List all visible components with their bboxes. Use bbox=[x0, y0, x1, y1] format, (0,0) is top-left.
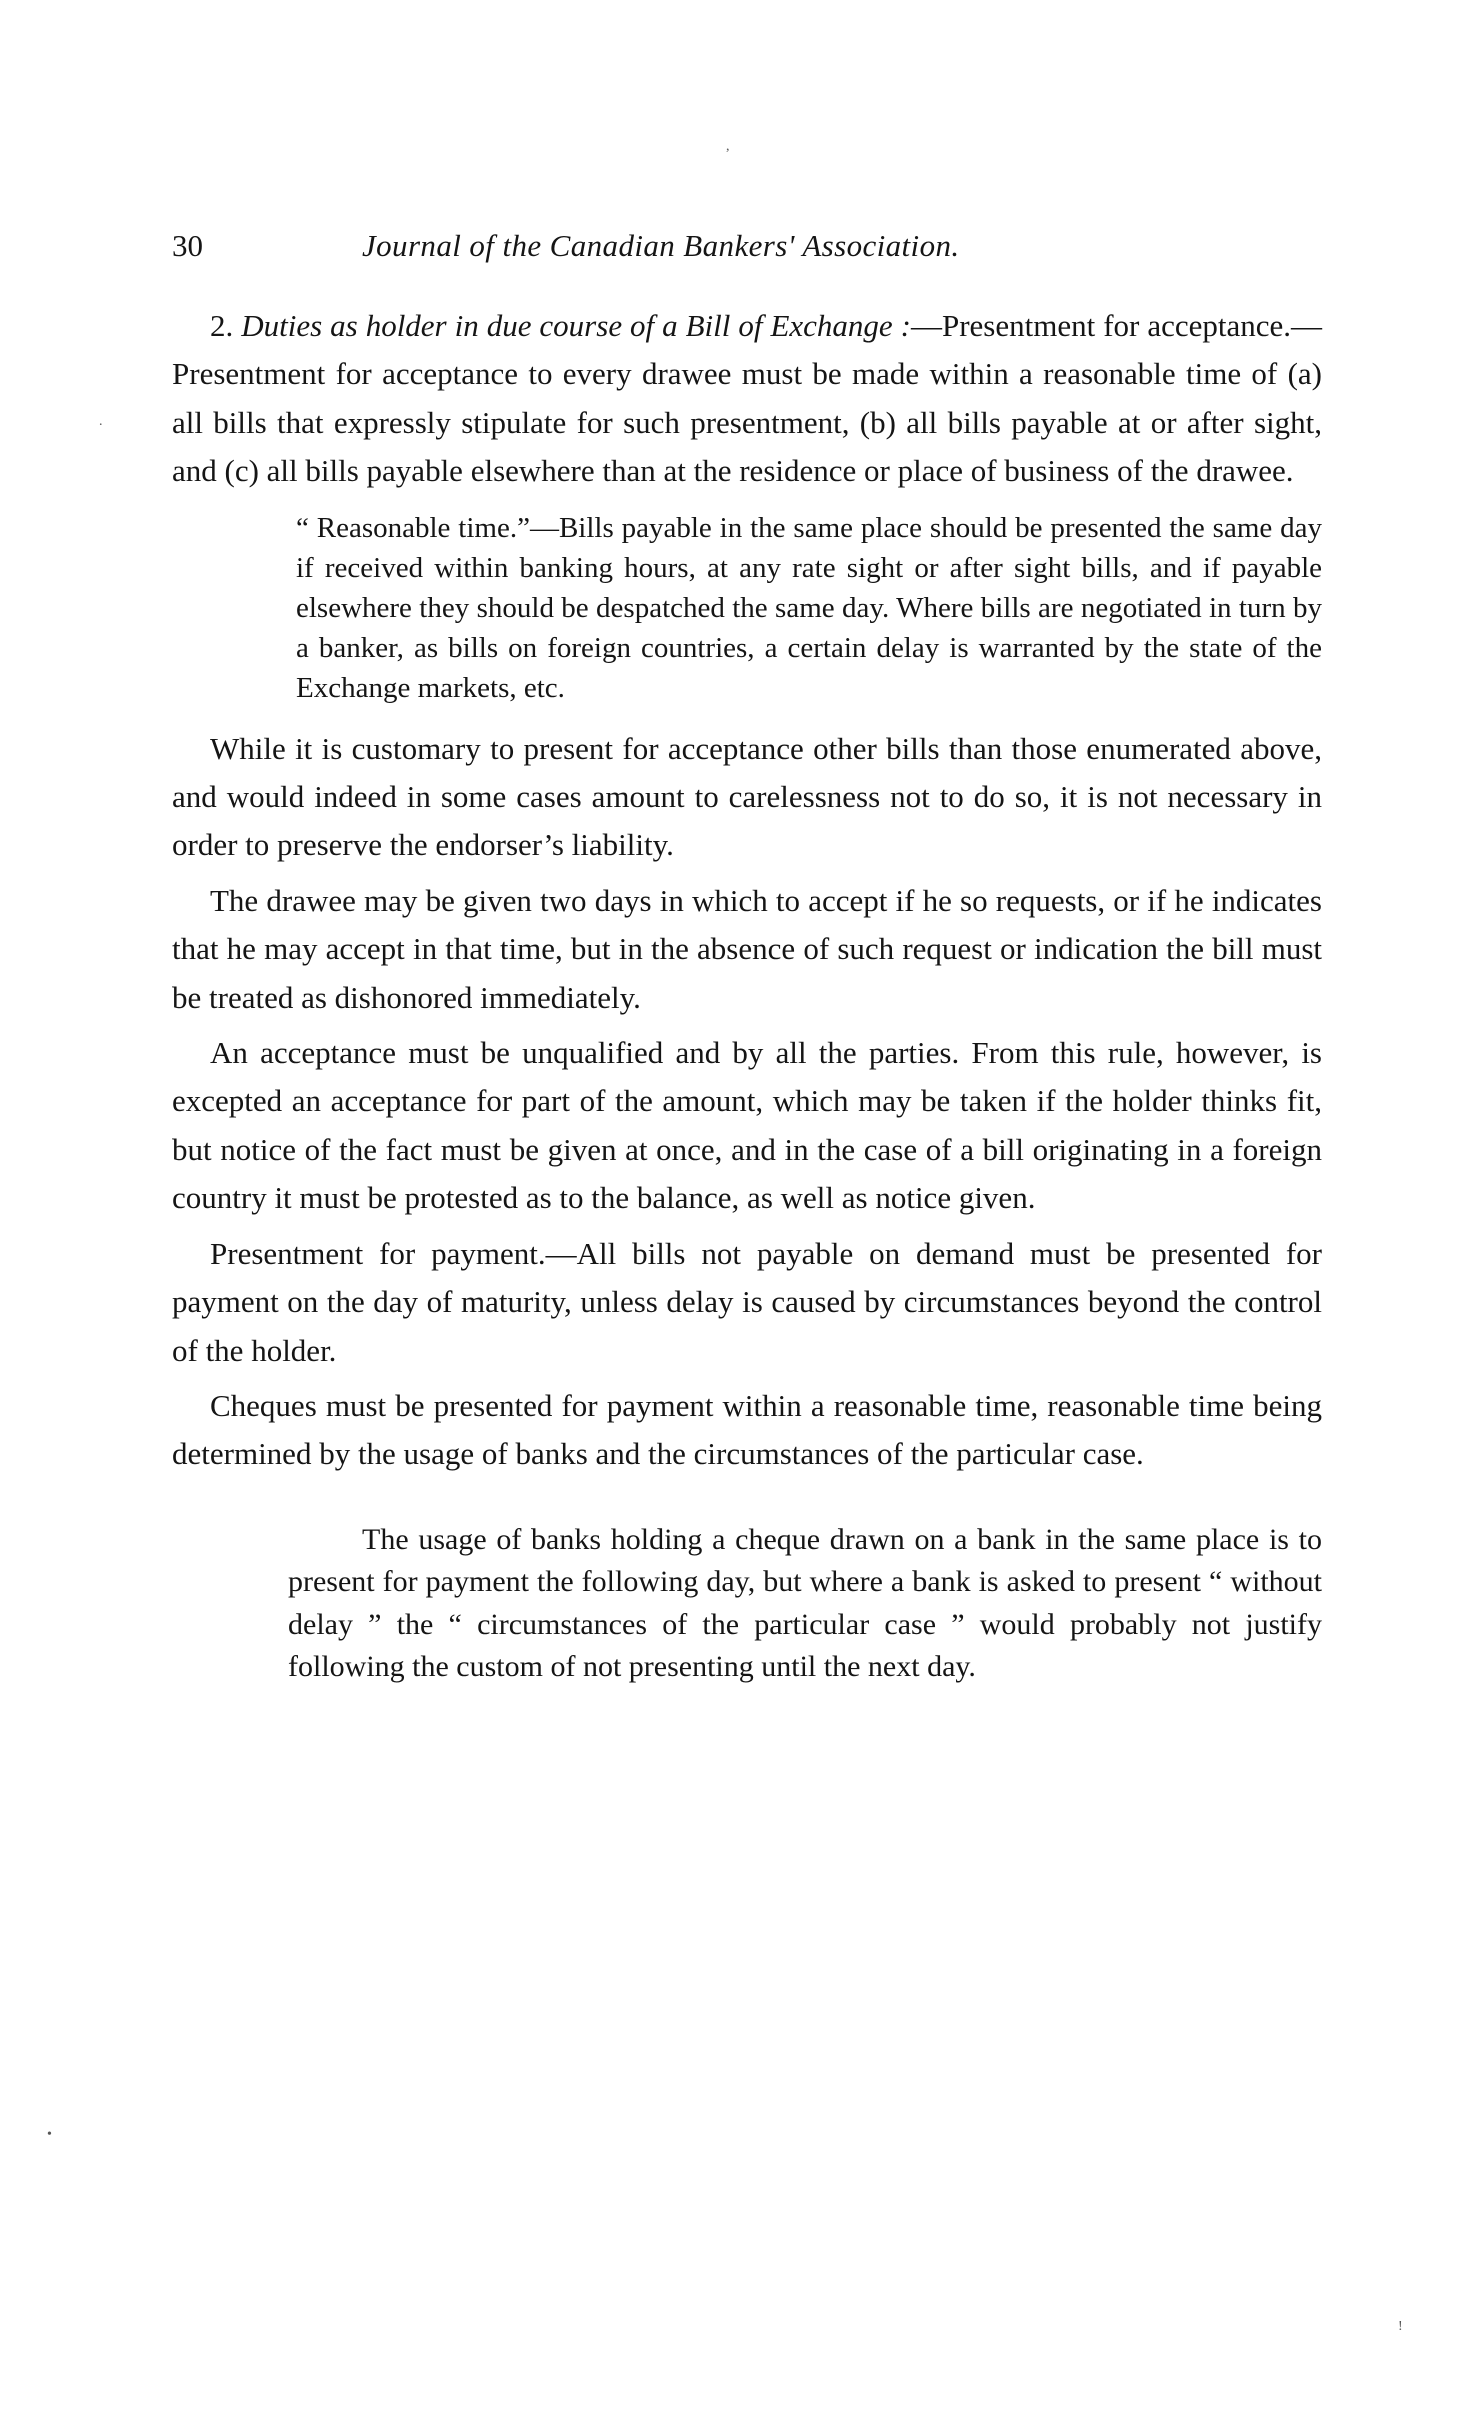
scan-speck-left: . bbox=[99, 414, 103, 429]
page-number: 30 bbox=[172, 228, 203, 263]
scan-speck-bottom-right: ! bbox=[1398, 2319, 1403, 2334]
reasonable-time-note: “ Reasonable time.”—Bills payable in the same place should be presented the same day if received within banking hours, at any rate sight or after sight bills, and if payable elsewhere they should be despatched the same day. Where bills are negotiated in turn by a banker, as bills on foreign countries, a certain delay is warranted by the state of the Exchange markets, etc. bbox=[296, 511, 1322, 704]
running-title: Journal of the Canadian Bankers' Association. bbox=[362, 228, 960, 263]
section-intro-text: —Presentment for acceptance.—Presentment for acceptance to every drawee must be made within a reasonable time of (a) all bills that expressly stipulate for such presentment, (b) all bills payable at or after sight, and (c) all bills payable elsewhere than at the residence or place of business of the drawee. bbox=[172, 308, 1322, 489]
article-body bbox=[172, 302, 1322, 1689]
scan-speck-top: , bbox=[726, 139, 730, 154]
section-heading-paragraph bbox=[172, 302, 1322, 496]
payment-presentment-paragraph: Presentment for payment.—All bills not payable on demand must be presented for payment on the day of maturity, unless delay is caused by circumstances beyond the control of the holder. bbox=[172, 1235, 1322, 1368]
acceptance-paragraph: An acceptance must be unqualified and by all the parties. From this rule, however, is excepted an acceptance for part of the amount, which may be taken if the holder thinks fit, but notice of the fact must be given at once, and in the case of a bill originating in a foreign country it must be protested as to the balance, as well as notice given. bbox=[172, 1035, 1322, 1216]
customary-presentment-paragraph: While it is customary to present for acceptance other bills than those enumerated above, and would indeed in some cases amount to carelessness not to do so, it is not necessary in order to preserve the endorser’s liability. bbox=[172, 730, 1322, 863]
drawee-time-paragraph: The drawee may be given two days in which to accept if he so requests, or if he indicates that he may accept in that time, but in the absence of such request or indication the bill must be treated as dishonored immediately. bbox=[172, 882, 1322, 1015]
scan-speck-bottom-left: • bbox=[47, 2127, 52, 2142]
page-header bbox=[172, 222, 1322, 270]
section-number: 2. bbox=[210, 308, 234, 343]
bank-usage-note: The usage of banks holding a cheque drawn on a bank in the same place is to present for payment the following day, but where a bank is asked to present “ without delay ” the “ circumstances of the particular case ” would probably not justify following the custom of not presenting until the next day. bbox=[288, 1522, 1322, 1684]
section-title: Duties as holder in due course of a Bill of Exchange : bbox=[241, 308, 911, 343]
cheques-paragraph: Cheques must be presented for payment within a reasonable time, reasonable time being determined by the usage of banks and the circumstances of the particular case. bbox=[172, 1387, 1322, 1472]
